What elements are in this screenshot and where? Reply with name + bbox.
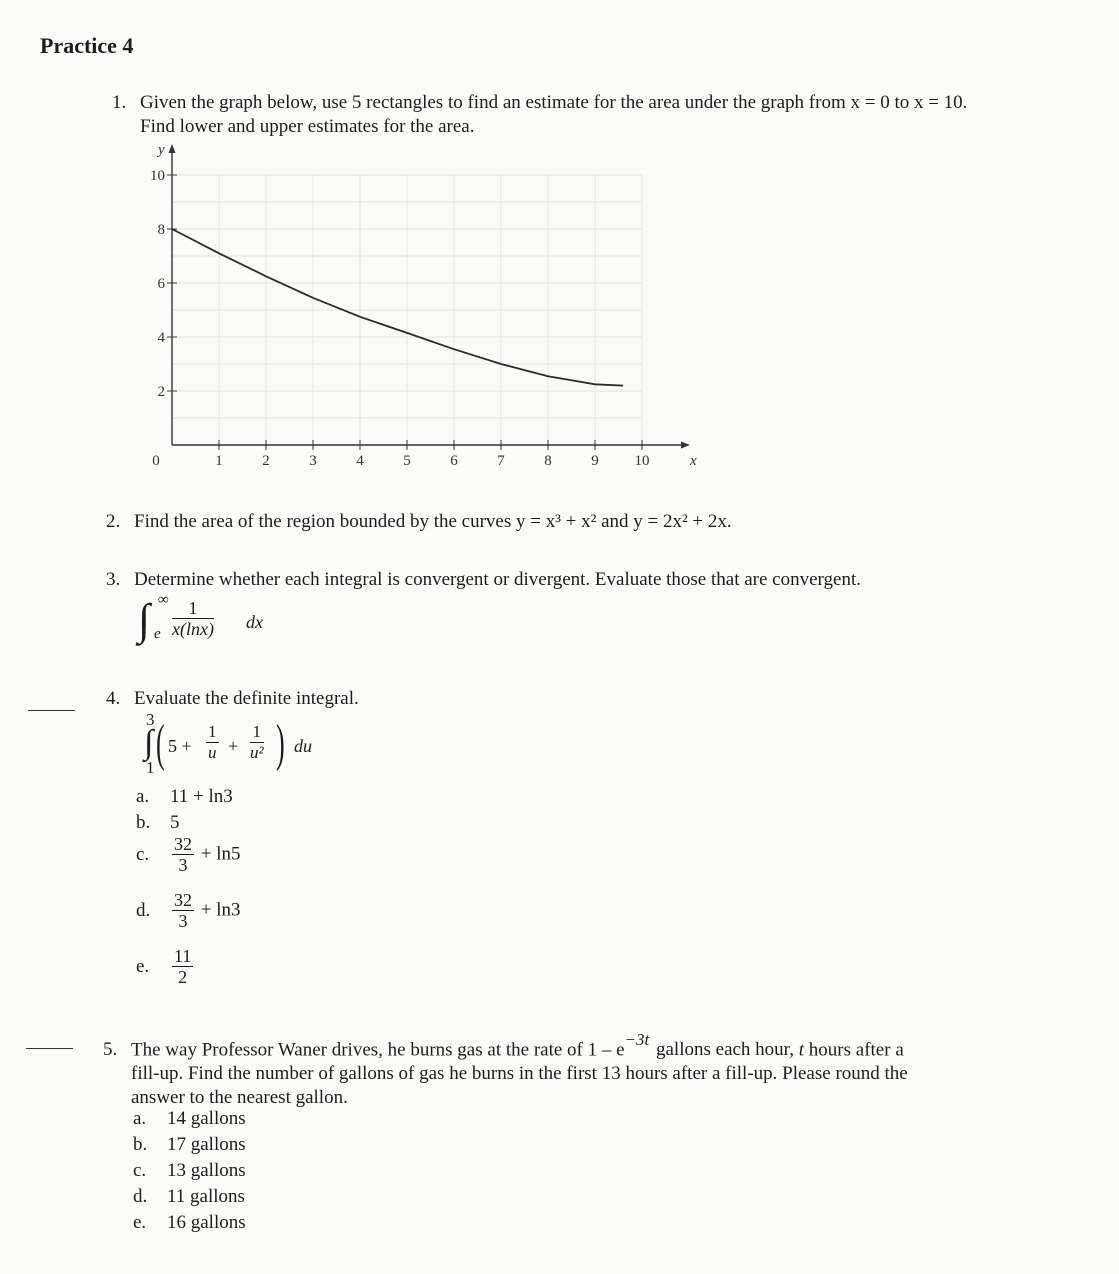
question-5-line-2: fill-up. Find the number of gallons of gas he burns in the first 13 hours after a fill-up. Please round the — [131, 1063, 908, 1085]
integral-upper-limit: ∞ — [158, 592, 169, 608]
choice-text: 17 gallons — [167, 1134, 246, 1155]
y-axis-label: y — [158, 142, 165, 158]
choice-label: b. — [136, 812, 151, 833]
choice-label: c. — [133, 1160, 147, 1181]
fraction-numerator: 1 — [172, 598, 214, 619]
question-5-line-3: answer to the nearest gallon. — [131, 1087, 348, 1109]
question-number: 4. — [106, 688, 121, 709]
answer-choice-b[interactable] — [136, 810, 180, 836]
differential: dx — [246, 612, 263, 632]
y-tick-label: 2 — [157, 384, 165, 400]
choice-fraction — [172, 834, 194, 875]
question-5-line-1c: hours after a — [808, 1039, 904, 1061]
choice-text: + ln3 — [200, 899, 241, 921]
fraction-denominator: 3 — [178, 855, 188, 875]
axis-layer — [169, 144, 691, 449]
x-tick-label: 6 — [450, 453, 458, 469]
answer-choice-e[interactable] — [136, 946, 195, 987]
integral-sign: ∫ — [144, 724, 154, 761]
left-paren: ( — [156, 715, 165, 772]
x-tick-label: 1 — [215, 453, 223, 469]
fraction-numerator: 1 — [250, 722, 264, 743]
choice-label: e. — [136, 955, 150, 977]
x-axis-arrow — [681, 442, 690, 449]
answer-choice-a[interactable] — [133, 1106, 246, 1132]
question-4-text: Evaluate the definite integral. — [134, 688, 359, 709]
choice-label: a. — [136, 786, 150, 807]
question-1 — [112, 91, 967, 139]
y-tick-label: 8 — [157, 222, 165, 238]
improper-integral — [138, 594, 298, 654]
y-tick-label: 10 — [150, 168, 165, 184]
choice-fraction — [172, 890, 194, 931]
x-tick-label: 3 — [309, 453, 317, 469]
question-number: 2. — [106, 511, 121, 532]
x-axis-label: x — [690, 453, 697, 469]
answer-choice-a[interactable] — [136, 784, 233, 810]
question-4 — [106, 687, 359, 711]
fraction-numerator: 32 — [174, 834, 192, 854]
question-5-line-1b: gallons each hour, — [656, 1039, 795, 1061]
x-tick-label: 4 — [356, 453, 364, 469]
answer-choice-d[interactable] — [136, 890, 241, 931]
integrand-fraction-2 — [250, 722, 264, 763]
page-title: Practice 4 — [40, 33, 134, 58]
answer-choice-b[interactable] — [133, 1132, 246, 1158]
choice-label: d. — [136, 899, 151, 921]
choice-label: a. — [133, 1108, 147, 1129]
x-tick-label: 9 — [591, 453, 599, 469]
integrand-fraction-1 — [206, 722, 219, 763]
integral-sign: ∫ — [138, 595, 151, 644]
answer-blank-5[interactable] — [26, 1048, 73, 1049]
integral-lower-limit: e — [154, 626, 161, 642]
definite-integral — [144, 712, 344, 782]
x-tick-label: 5 — [403, 453, 411, 469]
integrand-fraction — [172, 598, 214, 639]
y-tick-label: 4 — [157, 330, 165, 346]
choice-label: c. — [136, 843, 150, 865]
x-tick-label: 10 — [634, 453, 650, 469]
answer-choice-e[interactable] — [133, 1210, 246, 1236]
fraction-denominator: 3 — [178, 911, 188, 931]
series-line-curve — [172, 229, 623, 386]
choice-text: 14 gallons — [167, 1108, 246, 1129]
question-1-line-1: Given the graph below, use 5 rectangles to find an estimate for the area under the graph from x = 0 to x = 10. — [140, 92, 968, 113]
y-tick-label: 6 — [157, 276, 165, 292]
question-number: 5. — [103, 1039, 118, 1061]
x-tick-label: 0 — [152, 453, 160, 469]
x-tick-label: 2 — [262, 453, 270, 469]
fraction-numerator: 32 — [174, 890, 192, 910]
integral-upper-limit: 3 — [146, 710, 155, 729]
area-graph — [140, 140, 697, 480]
right-paren: ) — [276, 715, 285, 772]
x-tick-label: 8 — [544, 453, 552, 469]
question-number: 1. — [112, 92, 127, 113]
choice-fraction — [172, 946, 193, 987]
fraction-denominator: u² — [250, 743, 264, 762]
integral-lower-limit: 1 — [146, 758, 155, 777]
exponent: −3t — [624, 1030, 650, 1049]
choice-label: e. — [133, 1212, 147, 1233]
fraction-denominator: x(lnx) — [172, 619, 214, 639]
question-number: 3. — [106, 569, 121, 590]
choice-label: b. — [133, 1134, 148, 1155]
plus-sign: + — [228, 736, 239, 756]
question-5 — [103, 1031, 908, 1110]
answer-blank-4[interactable] — [28, 710, 75, 711]
choice-text: + ln5 — [200, 843, 241, 865]
answer-choice-c[interactable] — [133, 1158, 246, 1184]
choice-text: 16 gallons — [167, 1212, 246, 1233]
variable-t: t — [798, 1039, 805, 1061]
choice-text: 13 gallons — [167, 1160, 246, 1181]
choice-text: 11 gallons — [167, 1186, 245, 1207]
question-1-line-2: Find lower and upper estimates for the area. — [140, 116, 475, 137]
answer-choice-c[interactable] — [136, 834, 241, 875]
fraction-numerator: 11 — [174, 946, 192, 966]
choice-text: 11 + ln3 — [170, 786, 233, 807]
integrand-constant: 5 + — [168, 736, 192, 756]
question-2-text: Find the area of the region bounded by the curves y = x³ + x² and y = 2x² + 2x. — [134, 511, 732, 532]
question-5-line-1a: The way Professor Waner drives, he burns gas at the rate of 1 – e — [131, 1039, 625, 1061]
question-3 — [106, 568, 861, 592]
y-axis-arrow — [169, 144, 176, 153]
x-tick-label: 7 — [497, 453, 505, 469]
choice-label: d. — [133, 1186, 148, 1207]
fraction-denominator: 2 — [178, 967, 188, 987]
fraction-denominator: u — [208, 743, 217, 762]
answer-choice-d[interactable] — [133, 1184, 245, 1210]
tick-layer — [150, 168, 650, 469]
question-2 — [106, 510, 732, 534]
choice-text: 5 — [170, 812, 180, 833]
question-3-text: Determine whether each integral is convergent or divergent. Evaluate those that are convergent. — [134, 569, 861, 590]
differential: du — [294, 736, 312, 756]
grid-layer — [172, 175, 642, 445]
fraction-numerator: 1 — [208, 722, 217, 741]
